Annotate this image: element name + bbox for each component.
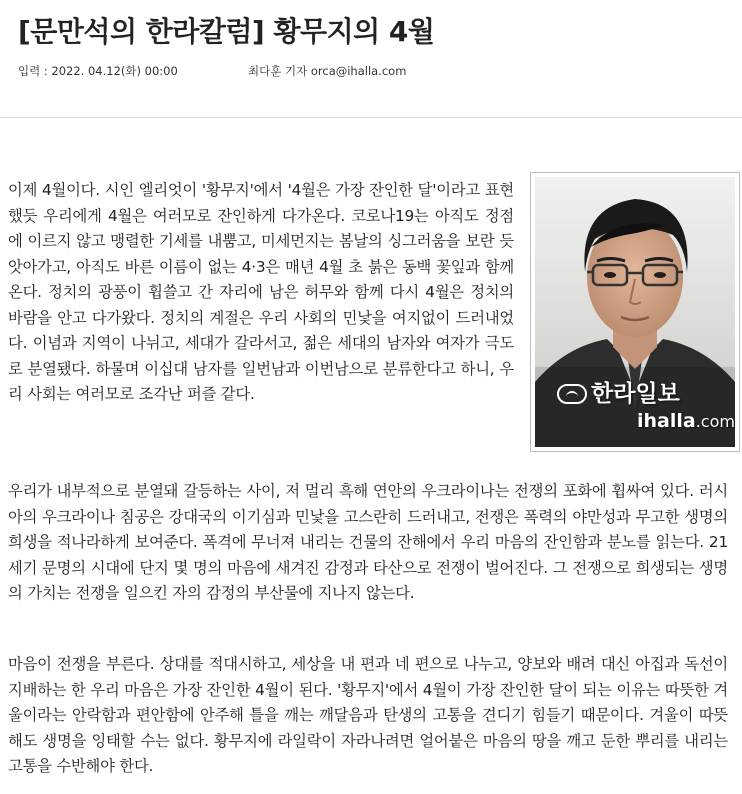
body-paragraph-3: 마음이 전쟁을 부른다. 상대를 적대시하고, 세상을 내 편과 네 편으로 나누고, 양보와 배려 대신 아집과 독선이 지배하는 한 우리 마음은 가장 잔인한 4월이 된다. '황무지'에서 4월이 가장 잔인한 달이 되는 이유는 따뜻한 겨울이라는 안락함과 편안함에 안주해 틀을 깨는 깨달음과 탄생의 고통을 견디기 힘들기 때문이다. 겨울이 따뜻해도 생명을 잉태할 수는 없다. 황무지에 라일락이 자라나려면 얼어붙은 마음의 땅을 깨고 둔한 뿌리를 내리는 고통을 수반해야 한다. [8, 655, 728, 775]
body-paragraph-1: 이제 4월이다. 시인 엘리엇이 '황무지'에서 '4월은 가장 잔인한 달'이라고 표현했듯 우리에게 4월은 여러모로 잔인하게 다가온다. 코로나19는 아직도 정점에 이르지 않고 맹렬한 기세를 내뿜고, 미세먼지는 봄날의 싱그러움을 보란 듯 앗아가고, 아직도 바른 이름이 없는 4·3은 매년 4월 초 붉은 동백 꽃잎과 함께 온다. 정치의 광풍이 휩쓸고 간 자리에 남은 허무와 함께 다시 4월은 정치의 바람을 안고 다가왔다. 정치의 계절은 우리 사회의 민낯을 여지없이 드러내었다. 이념과 지역이 나뉘고, 세대가 갈라서고, 젊은 세대의 남자와 여자가 극도로 분열됐다. 하물며 이십대 남자를 일번남과 이번남으로 분류한다고 하니, 우리 사회는 여러모로 조각난 퍼즐 같다. [8, 181, 514, 403]
logo-text: 한라일보 [591, 381, 680, 407]
author-byline[interactable]: 최다훈 기자 orca@ihalla.com [248, 64, 407, 78]
article-header [0, 0, 742, 118]
columnist-photo [535, 177, 735, 447]
site-watermark [637, 410, 735, 432]
article-title: [문만석의 한라칼럼] 황무지의 4월 [18, 15, 435, 48]
publish-date: 입력 : 2022. 04.12(화) 00:00 [18, 64, 178, 78]
newspaper-logo [557, 375, 680, 408]
halla-logo-icon [557, 384, 587, 404]
site-name: ihalla [637, 410, 696, 432]
columnist-photo-frame [530, 172, 740, 452]
site-suffix: .com [695, 412, 735, 431]
body-paragraph-2: 우리가 내부적으로 분열돼 갈등하는 사이, 저 멀리 흑해 연안의 우크라이나는 전쟁의 포화에 휩싸여 있다. 러시아의 우크라이나 침공은 강대국의 이기심과 민낯을 고스란히 드러내고, 전쟁은 폭력의 야만성과 무고한 생명의 희생을 적나라하게 보여준다. 폭격에 무너져 내리는 건물의 잔해에서 우리 마음의 잔인함과 분노를 읽는다. 21세기 문명의 시대에 단지 몇 명의 마음에 새겨진 감정과 타산으로 전쟁이 벌어진다. 그 전쟁으로 희생되는 생명의 가치는 전쟁을 일으킨 자의 감정의 부산물에 지나지 않는다. [8, 482, 728, 602]
header-divider [0, 117, 742, 118]
